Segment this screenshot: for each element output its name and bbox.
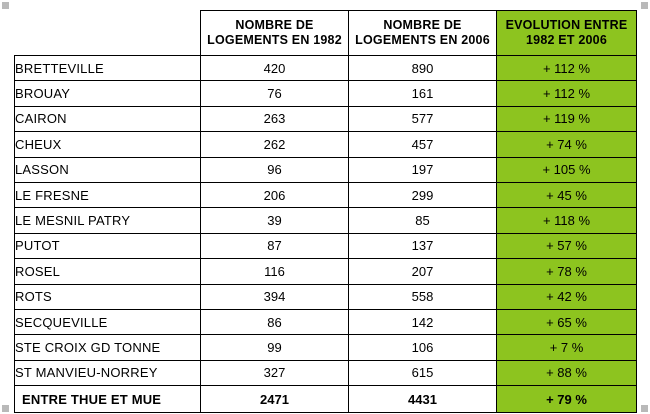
table-row	[15, 309, 637, 334]
cell-commune-name: LASSON	[15, 157, 201, 182]
cell-total-evolution: + 79 %	[497, 386, 637, 413]
cell-housing-1982: 96	[201, 157, 349, 182]
cell-housing-1982: 87	[201, 233, 349, 258]
table-row	[15, 132, 637, 157]
selection-handle-bottom-right	[641, 405, 648, 412]
cell-housing-2006: 106	[349, 335, 497, 360]
cell-housing-1982: 206	[201, 182, 349, 207]
cell-housing-2006: 577	[349, 106, 497, 131]
header-evolution-line2: 1982 ET 2006	[526, 33, 607, 47]
table-row	[15, 182, 637, 207]
cell-commune-name: ROSEL	[15, 259, 201, 284]
cell-evolution: + 74 %	[497, 132, 637, 157]
cell-commune-name: LE MESNIL PATRY	[15, 208, 201, 233]
cell-evolution: + 42 %	[497, 284, 637, 309]
table-row	[15, 56, 637, 81]
cell-evolution: + 65 %	[497, 309, 637, 334]
header-cell-1982	[201, 11, 349, 56]
header-cell-evolution	[497, 11, 637, 56]
cell-housing-1982: 394	[201, 284, 349, 309]
cell-housing-2006: 890	[349, 56, 497, 81]
cell-housing-1982: 262	[201, 132, 349, 157]
cell-evolution: + 118 %	[497, 208, 637, 233]
cell-housing-1982: 263	[201, 106, 349, 131]
cell-housing-2006: 615	[349, 360, 497, 385]
table-row	[15, 81, 637, 106]
cell-commune-name: ST MANVIEU-NORREY	[15, 360, 201, 385]
table-row	[15, 335, 637, 360]
cell-housing-1982: 76	[201, 81, 349, 106]
table-row	[15, 360, 637, 385]
header-1982-line2: LOGEMENTS EN 1982	[207, 33, 342, 47]
cell-housing-1982: 39	[201, 208, 349, 233]
header-1982-line1: NOMBRE DE	[235, 18, 314, 32]
cell-housing-2006: 85	[349, 208, 497, 233]
table-row	[15, 284, 637, 309]
cell-commune-name: PUTOT	[15, 233, 201, 258]
cell-commune-name: STE CROIX GD TONNE	[15, 335, 201, 360]
cell-housing-1982: 327	[201, 360, 349, 385]
cell-evolution: + 45 %	[497, 182, 637, 207]
table-row	[15, 208, 637, 233]
cell-evolution: + 7 %	[497, 335, 637, 360]
header-cell-2006	[349, 11, 497, 56]
selection-handle-bottom-left	[2, 405, 9, 412]
table-total-row	[15, 386, 637, 413]
cell-housing-2006: 207	[349, 259, 497, 284]
cell-evolution: + 57 %	[497, 233, 637, 258]
cell-housing-2006: 197	[349, 157, 497, 182]
header-cell-blank	[15, 11, 201, 56]
cell-commune-name: BRETTEVILLE	[15, 56, 201, 81]
cell-evolution: + 112 %	[497, 81, 637, 106]
cell-evolution: + 105 %	[497, 157, 637, 182]
selection-handle-top-left	[2, 2, 9, 9]
header-evolution-line1: EVOLUTION ENTRE	[505, 18, 628, 32]
cell-housing-2006: 137	[349, 233, 497, 258]
table-header-row	[15, 11, 637, 56]
cell-housing-1982: 86	[201, 309, 349, 334]
table-row	[15, 259, 637, 284]
cell-evolution: + 88 %	[497, 360, 637, 385]
cell-housing-2006: 457	[349, 132, 497, 157]
cell-commune-name: BROUAY	[15, 81, 201, 106]
table-row	[15, 157, 637, 182]
cell-evolution: + 112 %	[497, 56, 637, 81]
cell-evolution: + 119 %	[497, 106, 637, 131]
cell-housing-1982: 116	[201, 259, 349, 284]
cell-evolution: + 78 %	[497, 259, 637, 284]
cell-commune-name: SECQUEVILLE	[15, 309, 201, 334]
cell-housing-2006: 299	[349, 182, 497, 207]
cell-housing-2006: 161	[349, 81, 497, 106]
selection-handle-top-right	[641, 2, 648, 9]
cell-total-label: ENTRE THUE ET MUE	[15, 386, 201, 413]
header-2006-line2: LOGEMENTS EN 2006	[355, 33, 490, 47]
cell-housing-1982: 99	[201, 335, 349, 360]
cell-housing-2006: 142	[349, 309, 497, 334]
cell-total-1982: 2471	[201, 386, 349, 413]
table-row	[15, 106, 637, 131]
cell-commune-name: ROTS	[15, 284, 201, 309]
cell-total-2006: 4431	[349, 386, 497, 413]
cell-commune-name: CHEUX	[15, 132, 201, 157]
cell-housing-1982: 420	[201, 56, 349, 81]
cell-housing-2006: 558	[349, 284, 497, 309]
cell-commune-name: CAIRON	[15, 106, 201, 131]
housing-evolution-table-container	[14, 10, 636, 407]
header-2006-line1: NOMBRE DE	[383, 18, 462, 32]
cell-commune-name: LE FRESNE	[15, 182, 201, 207]
housing-evolution-table	[14, 10, 637, 413]
table-row	[15, 233, 637, 258]
